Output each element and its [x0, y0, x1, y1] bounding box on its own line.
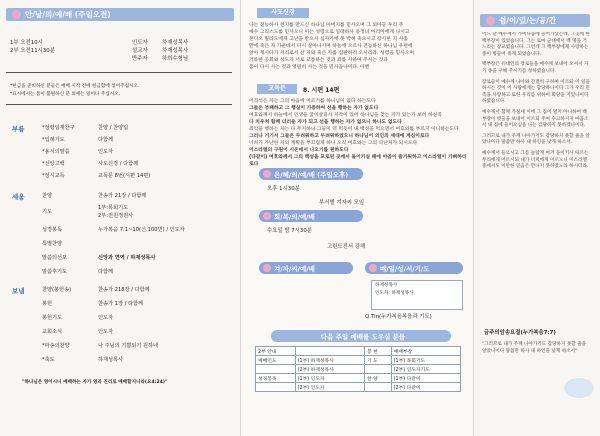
- meditation-text: 어느 날 예수께서 가버나움에 들어가셨는데, 그곳에 한 백부장이 있었습니다. 그는 로마 군대에서 백 명을 거느리는 장교였습니다. 그런데 그 백부장에게 사랑하는 종이 병들어 죽게 되었습니다. 백부장은 유대인의 장로들을 예수께 보내어 오셔서 자기 종을 구해 주시기를 청하였습니다. 장로들이 예수께 나아와 간절히 구하여 이르되 이 일을 하시는 것이 이 사람에게는 합당하니이다 그가 우리 민족을 사랑하고 또한 우리를 위하여 회당을 지었나이다 하였습니다. 예수께서 함께 가실새 이에 그 집이 멀지 아니하여 백부장이 벗들을 보내어 이르되 주여 수고하시지 마옵소서 내 집에 들어오심을 나는 감당하지 못하겠나이다. 그러므로 내가 주께 나아가기도 감당하지 못할 줄을 알았나이다 말씀만 하사 내 하인을 낫게 하소서. 예수께서 들으시고 그를 놀랍게 여겨 돌이키사 따르는 무리에게 이르시되 내가 너희에게 이르노니 이스라엘 중에서도 이만한 믿음은 만나지 못하였노라 하시더라.: [482, 32, 590, 170]
- section-title-call: 부름: [12, 125, 25, 133]
- table-cell: (1부) 하재성목사: [295, 356, 364, 365]
- standing-note: *표시에서는 몸이 불편하신 분 외에는 일어나 주십시오.: [10, 92, 121, 97]
- table-cell: (1부) 인도자: [295, 374, 364, 383]
- divider: [6, 72, 232, 73]
- memory-verse-text: "그러므로 내가 주께 나아가기도 감당하지 못할 줄을 알았나이다 말씀만 하사 내 하인을 낫게 하소서": [482, 342, 587, 354]
- offering-note: *헌금을 준비하신 분들은 예배 시작 전에 헌금함에 넣어주십시오.: [10, 84, 140, 89]
- teen-study: 고린도전서 강해: [327, 244, 366, 250]
- table-cell: (1부) 목회기도: [391, 356, 460, 365]
- order-value: 교독문 8번(시편 14편): [98, 173, 151, 179]
- middle-column: [240, 0, 474, 436]
- service-role-2: 설교자: [132, 48, 148, 54]
- scripture-quote: "하나님은 영이시니 예배하는 자가 영과 진리로 예배할지니라(요4:24)": [22, 380, 168, 385]
- flower-icon: [12, 10, 21, 19]
- grace-worship-pill: 은/혜/의/예/배 (주일오후): [259, 168, 363, 180]
- order-value: 하재성목사: [98, 357, 124, 363]
- sermon-title: 신앙과 연역 / 하재성목사: [98, 255, 156, 261]
- order-label: 봉헌: [42, 301, 53, 307]
- table-row: [256, 356, 461, 365]
- flower-icon: [263, 170, 271, 178]
- table-row: [256, 374, 461, 383]
- service-time-2: 2부 오전11시30분: [10, 48, 55, 54]
- table-cell: (2부) 하재성목사: [295, 365, 364, 374]
- service-who-1: 하재성목사: [162, 40, 189, 46]
- order-value: 1부:목회기도: [98, 205, 129, 211]
- table-cell: 2부 안내: [256, 347, 296, 356]
- rest-space-header: 쉼/이/있/는/공/간: [480, 14, 590, 27]
- helpers-table: [255, 346, 461, 392]
- table-cell: [295, 347, 364, 356]
- order-label: *축도: [42, 357, 55, 363]
- order-value: 찬송가 1장 / 다함께: [98, 301, 144, 307]
- table-cell: [256, 383, 296, 392]
- service-time-1: 1부 오전10시: [10, 40, 43, 46]
- flower-icon: [263, 212, 271, 220]
- table-cell: 예배인도: [256, 356, 296, 365]
- table-cell: [256, 365, 296, 374]
- flower-icon: [369, 264, 377, 272]
- table-row: [256, 347, 461, 356]
- order-label: 기도: [42, 209, 53, 215]
- daily-prayer-pill: 매/일/성/서/기/도: [365, 262, 463, 274]
- table-cell: 예배부장: [391, 347, 460, 356]
- flower-icon: [263, 264, 271, 272]
- order-value: 나 주님의 기쁨되기 원하네: [98, 343, 159, 349]
- creed-title: 사도신경: [257, 8, 309, 18]
- reading-title: 교독문: [257, 84, 297, 94]
- section-title-build: 세움: [12, 193, 25, 201]
- evening-meeting: 부서별 겨자씨 모임: [319, 200, 365, 206]
- order-value: 찬송가 21장 / 다함께: [98, 193, 147, 199]
- order-label: *입례기도: [42, 137, 65, 143]
- order-label: *파송의찬양: [42, 343, 70, 349]
- section-title-send: 보냄: [12, 287, 25, 295]
- table-cell: 봉 헌: [365, 347, 392, 356]
- order-label: 말씀후기도: [42, 269, 68, 275]
- evening-time: 오후 1시30분: [267, 186, 300, 192]
- table-cell: 성경봉독: [256, 374, 296, 383]
- order-value: 인도자: [98, 315, 114, 321]
- divider: [6, 104, 232, 105]
- table-row: [256, 365, 461, 374]
- table-cell: 찬 양: [365, 374, 392, 383]
- reading-subtitle: 8. 시편 14편: [303, 87, 340, 94]
- order-value: 누가복음 7:1~10(신.100면) / 인도자: [98, 227, 185, 233]
- order-label: 봉헌기도: [42, 315, 63, 321]
- restoration-worship-pill: 회/복/의/예/배: [259, 210, 363, 222]
- order-label: *용서의말씀: [42, 149, 70, 155]
- order-label: 성경봉독: [42, 227, 63, 233]
- order-label: 찬양: [42, 193, 53, 199]
- daily-prayer-box: 하재성목사 인도자: 하재성목사: [371, 280, 463, 310]
- order-label: 교회소식: [42, 329, 63, 335]
- table-cell: 기 도: [365, 356, 392, 365]
- right-column: [472, 0, 600, 436]
- flower-icon: [486, 16, 495, 25]
- table-cell: (1부) 다같이: [391, 374, 460, 383]
- order-label: *성령임재찬구: [42, 125, 75, 131]
- order-label: 특별찬양: [42, 241, 63, 247]
- order-label: 말씀의선포: [42, 255, 68, 261]
- flower-bowl-image: [564, 378, 594, 398]
- reading-text: 어리석은 자는 그의 마음에 이르기를 하나님이 없다 하는도다 그들은 부패하고 그 행실이 가증하여 선을 행하는 자가 없도다 여호와께서 하늘에서 인생을 굽어살피사 지각이 있어 하나님을 찾는 자가 있는가 보려 하신즉 다 치우쳐 함께 더러운 자가 되고 선을 행하는 자가 없으니 하나도 없도다 죄악을 행하는 자는 다 무지하냐 그들이 떡 먹듯이 내 백성을 먹으면서 여호와를 부르지 아니하는도다 그러나 거기서 그들은 두려워하고 두려워하였으니 하나님이 의인의 세대에 계심이로다 너희가 가난한 자의 계획을 부끄럽게 하나 오직 여호와는 그의 피난처가 되시도다 이스라엘의 구원이 시온에서 나오기를 원하도다 (다같이) 여호와께서 그의 백성을 포로된 곳에서 돌이키실 때에 야곱이 즐거워하고 이스라엘이 기뻐하리로다: [249, 99, 467, 167]
- service-who-3: 하희수형님: [162, 56, 189, 62]
- order-value: 찬양 / 찬양팀: [98, 125, 129, 131]
- order-value: 다함께: [98, 269, 114, 275]
- mustard-worship-pill: 겨/자/씨/예/배: [259, 262, 353, 274]
- memory-verse-title: 금주의암송요절(누가복음7:7): [484, 330, 556, 336]
- creed-text: 나는 전능하사 천지를 만드신 하나님 아버지를 믿사오며 그 외아들 우리 주 예수 그리스도를 믿사오니 이는 성령으로 잉태하사 동정녀 마리아에게 나시고 본디오 빌라도에게 고난을 받으사 십자가에 못 박혀 죽으시고 장사한 지 사흘 만에 죽은 자 가운데서 다시 살아나시며 하늘에 오르사 전능하신 하나님 우편에 앉아 계시다가 저리로서 산 자와 죽은 자를 심판하러 오시리라. 성령을 믿사오며 거룩한 공회와 성도가 서로 교통하는 것과 죄를 사하여 주시는 것과 몸이 다시 사는 것과 영원히 사는 것을 믿사옵나이다. 아멘: [249, 23, 415, 70]
- order-label: *성시교독: [42, 173, 65, 179]
- order-value: 2부:전원정권사: [98, 213, 134, 219]
- table-cell: [365, 365, 392, 374]
- table-cell: [365, 383, 392, 392]
- table-cell: (2부) 인도자: [295, 383, 364, 392]
- table-cell: (2부) 다같이: [391, 383, 460, 392]
- service-who-2: 하재성목사: [162, 48, 189, 54]
- order-value: 인도자: [98, 329, 114, 335]
- table-row: [256, 383, 461, 392]
- order-label: *신앙고백: [42, 161, 65, 167]
- left-column: [0, 0, 240, 436]
- order-value: 사도신경 / 다함께: [98, 161, 139, 167]
- service-role-3: 반주자: [132, 56, 148, 62]
- table-cell: (2부) 인도자기도: [391, 365, 460, 374]
- order-value: 인도자: [98, 149, 114, 155]
- service-role-1: 인도자: [132, 40, 148, 46]
- worship-order-header: 안/날/의/예/배 (주일오전): [6, 8, 234, 21]
- wednesday-time: 수요일 밤 7시30분: [267, 228, 312, 234]
- helpers-pill: 다음 주일 예배를 도우실 분들: [271, 330, 451, 342]
- order-label: 찬양(봉헌송): [42, 287, 72, 293]
- order-value: 찬송가 218장 / 다함께: [98, 287, 150, 293]
- order-value: 다함께: [98, 137, 114, 143]
- daily-qt: Q.Tin(누가복음복음과 기도): [365, 314, 432, 320]
